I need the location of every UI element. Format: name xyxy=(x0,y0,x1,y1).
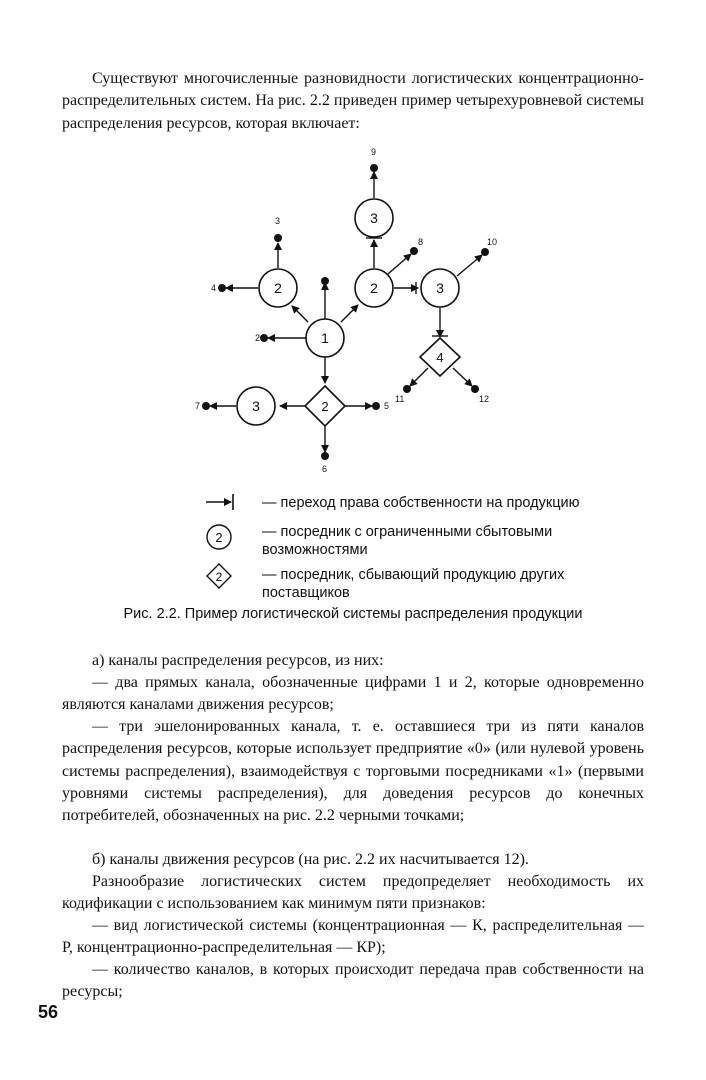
legend-circle-symbol xyxy=(204,522,234,552)
svg-text:2: 2 xyxy=(321,399,329,414)
svg-text:4: 4 xyxy=(436,350,444,365)
legend-circle-text: — посредник с ограниченными сбытовыми возможностями xyxy=(262,524,553,558)
node-3-left xyxy=(237,387,275,425)
svg-text:2: 2 xyxy=(215,570,223,584)
body-paragraph: б) каналы движения ресурсов (на рис. 2.2 их насчитывается 12). xyxy=(92,851,529,868)
svg-text:2: 2 xyxy=(370,280,378,296)
body-paragraph: а) каналы распределения ресурсов, из них: xyxy=(92,652,384,669)
body-paragraph: — вид логистической системы (концентрационная — К, распределительная — Р, концентрационно-распределительная — КР); xyxy=(62,917,644,957)
svg-text:3: 3 xyxy=(252,398,260,414)
svg-text:3: 3 xyxy=(436,280,444,296)
svg-text:6: 6 xyxy=(322,464,328,474)
svg-text:4: 4 xyxy=(211,283,217,293)
endpoint-labels xyxy=(195,147,497,474)
intro-paragraph: Существуют многочисленные разновидности логистических концентрационно-распределительных систем. На рис. 2.2 приведен пример четырехуровневой системы распределения ресурсов, которая включает: xyxy=(62,70,644,132)
node-3-top xyxy=(355,199,393,237)
svg-text:8: 8 xyxy=(418,237,424,247)
svg-text:2: 2 xyxy=(255,333,261,343)
svg-text:11: 11 xyxy=(395,394,405,404)
svg-text:10: 10 xyxy=(487,237,498,247)
legend-diamond-symbol xyxy=(204,561,234,591)
node-1 xyxy=(306,319,344,357)
legend-diamond-text: — посредник, сбывающий продукцию других поставщиков xyxy=(262,567,565,601)
node-2-left xyxy=(259,269,297,307)
body-paragraph: — количество каналов, в которых происходит передача прав собственности на ресурсы; xyxy=(62,961,644,1001)
svg-text:5: 5 xyxy=(384,401,390,411)
legend-ownership-symbol xyxy=(204,492,244,512)
node-2-diamond xyxy=(305,386,345,426)
svg-text:2: 2 xyxy=(215,530,223,545)
svg-text:12: 12 xyxy=(479,394,490,404)
svg-text:7: 7 xyxy=(195,401,201,411)
page-number: 56 xyxy=(38,1002,59,1022)
svg-text:3: 3 xyxy=(370,210,378,226)
node-2-middle xyxy=(355,269,393,307)
svg-text:2: 2 xyxy=(274,280,282,296)
node-3-right xyxy=(421,269,459,307)
figure-caption: Рис. 2.2. Пример логистической системы распределения продукции xyxy=(123,606,583,622)
body-paragraph: Разнообразие логистических систем предопределяет необходимость их кодификации с использованием как минимум пяти признаков: xyxy=(62,873,644,913)
body-paragraph: — два прямых канала, обозначенные цифрами 1 и 2, которые одновременно являются каналами движения ресурсов; xyxy=(62,674,644,714)
svg-text:9: 9 xyxy=(371,147,377,157)
svg-text:1: 1 xyxy=(321,330,329,346)
body-paragraph: — три эшелонированных канала, т. е. оставшиеся три из пяти каналов распределения ресурсов, которые использует предприятие «0» (или нулевой уровень системы распределения), взаимодействуя с торговыми посредниками «1» (первыми уровнями системы распределения), для доведения ресурсов до конечных потребителей, обозначенных на рис. 2.2 черными точками; xyxy=(62,718,644,825)
legend-ownership-text: — переход права собственности на продукцию xyxy=(262,495,580,511)
logistics-network-diagram xyxy=(0,140,706,480)
svg-text:3: 3 xyxy=(275,216,281,226)
